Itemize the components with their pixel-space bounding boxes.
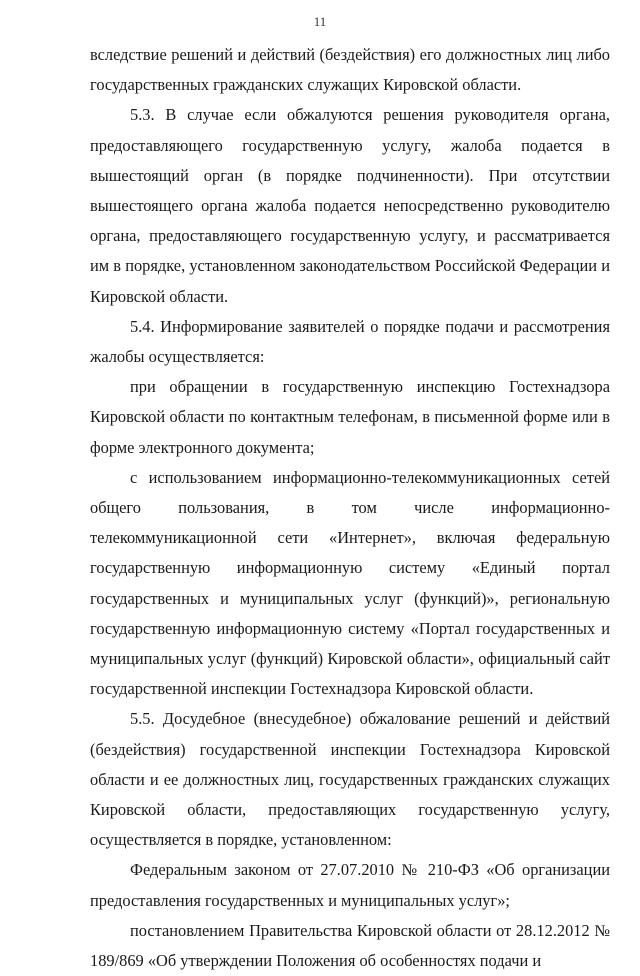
paragraph-government-resolution: постановлением Правительства Кировской области от 28.12.2012 № 189/869 «Об утверждении Положения об особенностях подачи и [90, 920, 610, 971]
paragraph-5-4: 5.4. Информирование заявителей о порядке подачи и рассмотрения жалобы осуществляется: [90, 316, 610, 367]
paragraph-federal-law: Федеральным законом от 27.07.2010 № 210-ФЗ «Об организации предоставления государственных и муниципальных услуг»; [90, 860, 610, 910]
body-text [90, 40, 610, 976]
page-number: 11 [313, 14, 327, 29]
paragraph-internet-networks: с использованием информационно-телекоммуникационных сетей общего пользования, в том числе информационно-телекоммуникационной сети «Интернет», включая федеральную государственную информационную систему «Единый портал государственных и муниципальных услуг (функций)», региональную государственную информационную систему «Портал государственных и муниципальных услуг (функций) Кировской области», официальный сайт государственной инспекции Гостехнадзора Кировской области. [90, 467, 610, 699]
paragraph-continuation: вследствие решений и действий (бездействия) его должностных лиц либо государственных гражданских служащих Кировской области. [90, 45, 610, 95]
paragraph-contact-phones: при обращении в государственную инспекцию Гостехнадзора Кировской области по контактным телефонам, в письменной форме или в форме электронного документа; [90, 377, 610, 457]
paragraph-5-3: 5.3. В случае если обжалуются решения руководителя органа, предоставляющего государственную услугу, жалоба подается в вышестоящий орган (в порядке подчиненности). При отсутствии вышестоящего органа жалоба подается непосредственно руководителю органа, предоставляющего государственную услугу, и рассматривается им в порядке, установленном законодательством Российской Федерации и Кировской области. [90, 105, 610, 306]
paragraph-5-5: 5.5. Досудебное (внесудебное) обжалование решений и действий (бездействия) государственной инспекции Гостехнадзора Кировской области и ее должностных лиц, государственных гражданских служащих Кировской области, предоставляющих государственную услугу, осуществляется в порядке, установленном: [90, 709, 610, 850]
